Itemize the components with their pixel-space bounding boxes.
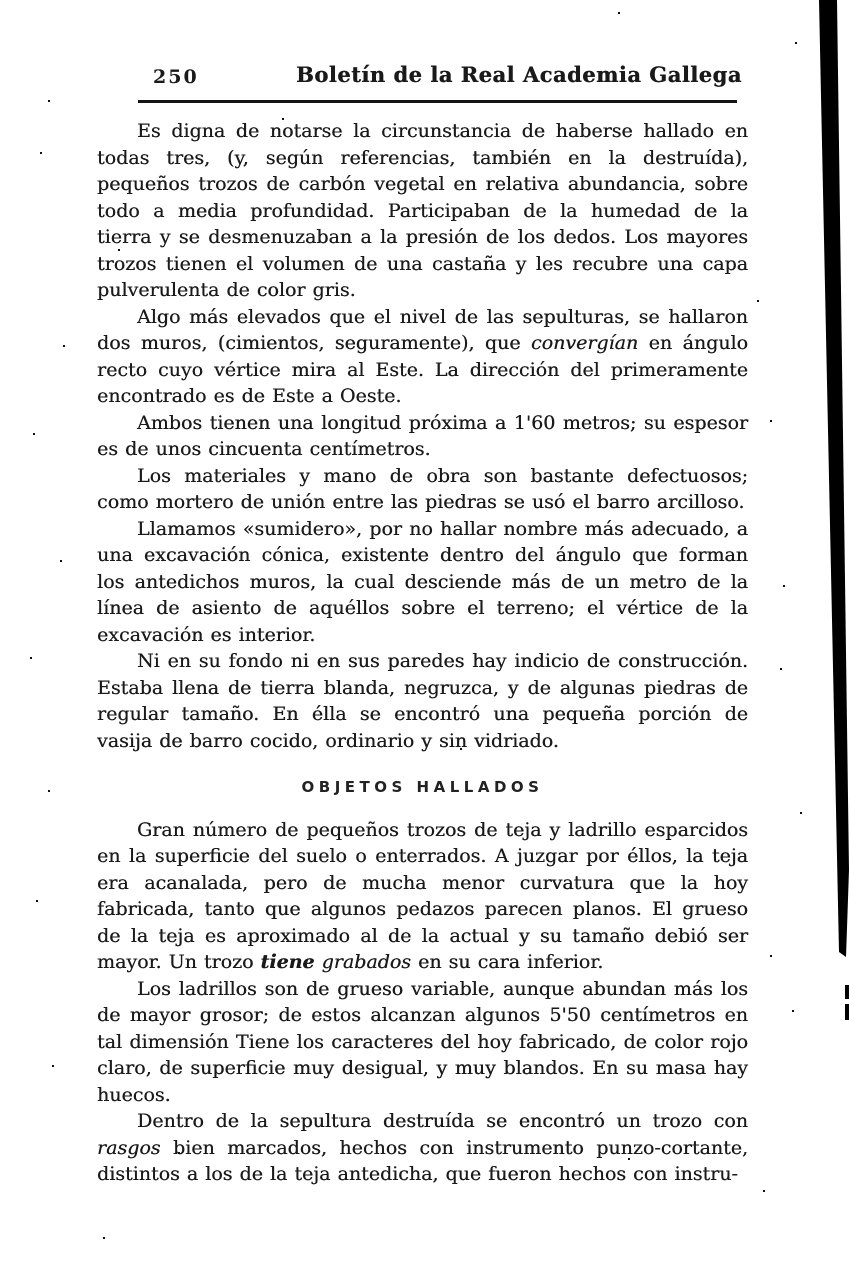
paragraph [97, 976, 748, 1109]
article-body [97, 118, 748, 1188]
paragraph [97, 516, 748, 649]
section-heading: OBJETOS HALLADOS [301, 778, 544, 796]
page-number: 250 [153, 66, 199, 88]
text-run: en su cara inferior. [411, 951, 604, 973]
text-run: convergían [530, 332, 639, 354]
text-run [315, 951, 322, 973]
text-run: Ambos tienen una longitud próxima a 1'60 metros; su espesor es de unos cincuenta centímetros. [97, 411, 748, 460]
text-run: Algo más elevados que el nivel de las sepulturas, se hallaron dos muros, (cimientos, seguramente), que [97, 305, 748, 354]
text-run: Ni en su fondo ni en sus paredes hay indicio de construcción. Estaba llena de tierra blanda, negruzca, y de algunas piedras de regular tamaño. En élla se encontró una pequeña porción de vasija de barro cocido, ordinario y sin vidriado. [97, 650, 748, 752]
text-run: en ángulo recto cuyo vértice mira al Este. La dirección del primeramente encontrado es de Este a Oeste. [97, 332, 748, 407]
text-run: Los ladrillos son de grueso variable, aunque abundan más los de mayor grosor; de estos alcanzan algunos 5'50 centímetros en tal dimensión Tiene los caracteres del hoy fabricado, de color rojo claro, de superficie muy desigual, y muy blandos. En su masa hay huecos. [97, 977, 748, 1106]
text-run: Llamamos «sumidero», por no hallar nombre más adecuado, a una excavación cónica, existente dentro del ángulo que forman los antedichos muros, la cual desciende más de un metro de la línea de asiento de aquéllos sobre el terreno; el vértice de la excavación es interior. [97, 517, 748, 646]
paragraph [97, 817, 748, 976]
journal-title: Boletín de la Real Academia Gallega [296, 62, 742, 87]
text-run: Es digna de notarse la circunstancia de haberse hallado en todas tres, (y, según referencias, también en la destruída), pequeños trozos de carbón vegetal en relativa abundancia, sobre todo a media profundidad. Participaban de la humedad de la tierra y se desmenuzaban a la presión de los dedos. Los mayores trozos tienen el volumen de una castaña y les recubre una capa pulverulenta de color gris. [97, 120, 748, 301]
page-header [0, 62, 850, 98]
paragraph [97, 1108, 748, 1188]
text-run: Los materiales y mano de obra son bastante defectuosos; como mortero de unión entre las piedras se usó el barro arcilloso. [97, 464, 748, 513]
scan-noise-specks [0, 0, 2, 2]
paragraph [97, 463, 748, 516]
text-run: rasgos [97, 1136, 161, 1159]
header-rule [138, 100, 737, 103]
text-run: tiene [260, 951, 315, 973]
text-run: grabados [321, 951, 411, 973]
paragraph [97, 648, 748, 754]
text-run: bien marcados, hechos con instrumento punzo-cortante, distintos a los de la teja antedicha, que fueron hechos con instru- [97, 1136, 748, 1185]
paragraph [97, 410, 748, 463]
paragraph [97, 118, 748, 304]
text-run: Gran número de pequeños trozos de teja y ladrillo esparcidos en la superficie del suelo o enterrados. A juzgar por éllos, la teja era acanalada, pero de mucha menor curvatura que la hoy fabricada, tanto que algunos pedazos parecen planos. El grueso de la teja es aproximado al de la actual y su tamaño debió ser mayor. Un trozo [97, 818, 748, 973]
paragraph [97, 304, 748, 410]
text-run: Dentro de la sepultura destruída se encontró un trozo con [137, 1110, 748, 1132]
